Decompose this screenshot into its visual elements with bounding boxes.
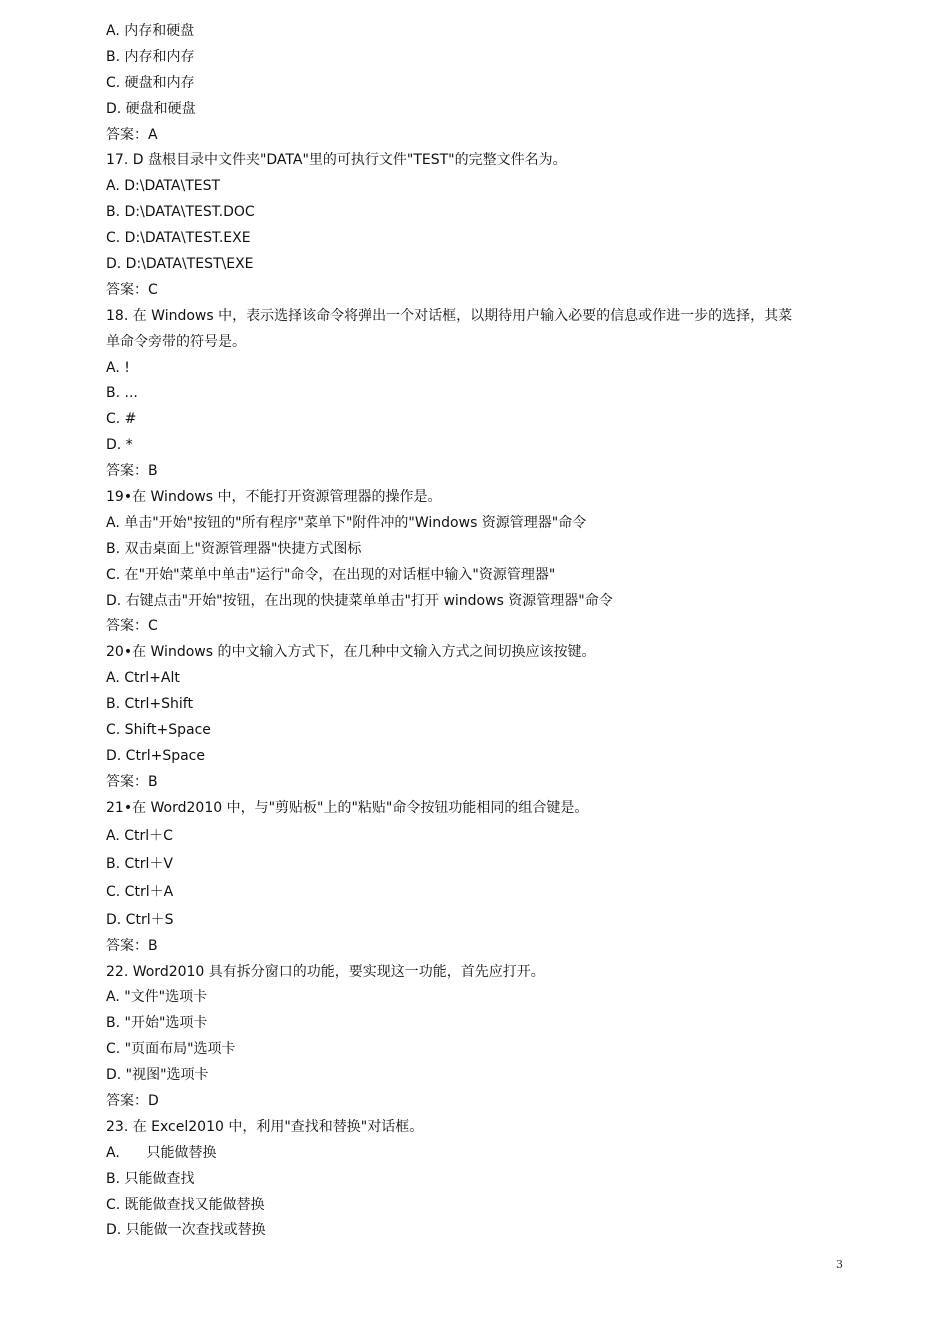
option-line: C. Ctrl＋A	[106, 883, 174, 900]
option-line: A. 内存和硬盘	[106, 23, 195, 39]
option-line: A. "文件"选项卡	[106, 989, 208, 1006]
option-line: B. ...	[106, 385, 138, 402]
option-line: A. D:\DATA\TEST	[106, 178, 221, 195]
option-line: B. D:\DATA\TEST.DOC	[106, 204, 255, 221]
answer-line: 答案：B	[106, 463, 158, 480]
option-line: A. !	[106, 359, 130, 376]
option-line: B. "开始"选项卡	[106, 1015, 208, 1032]
answer-line: 答案：D	[106, 1092, 159, 1109]
page-number: 3	[836, 1258, 843, 1271]
question-20: 20•在 Windows 的中文输入方式下，在几种中文输入方式之间切换应该按键。	[106, 644, 596, 661]
option-line: B. 内存和内存	[106, 48, 195, 65]
question-19: 19•在 Windows 中，不能打开资源管理器的操作是。	[106, 489, 442, 506]
option-line: A. Ctrl＋C	[106, 827, 173, 844]
option-line: B. Ctrl＋V	[106, 855, 173, 872]
option-line: D. Ctrl+Space	[106, 747, 205, 764]
option-line: C. #	[106, 411, 137, 428]
option-line: D. 右键点击"开始"按钮，在出现的快捷菜单单击"打开 windows 资源管理器"命令	[106, 592, 613, 609]
option-line: C. "页面布局"选项卡	[106, 1041, 236, 1058]
question-23: 23. 在 Excel2010 中，利用"查找和替换"对话框。	[106, 1118, 424, 1135]
option-line: A. 单击"开始"按钮的"所有程序"菜单下"附件冲的"Windows 资源管理器"命令	[106, 514, 587, 531]
option-line: B. 只能做查找	[106, 1170, 195, 1187]
question-22: 22. Word2010 具有拆分窗口的功能，要实现这一功能，首先应打开。	[106, 963, 545, 980]
answer-line: 答案：B	[106, 773, 158, 790]
question-21: 21•在 Word2010 中，与"剪贴板"上的"粘贴"命令按钮功能相同的组合键是。	[106, 799, 589, 816]
option-line: C. Shift+Space	[106, 722, 211, 739]
option-line: D. 硬盘和硬盘	[106, 100, 196, 117]
option-line: A. 只能做替换	[106, 1144, 217, 1161]
option-line: A. Ctrl+Alt	[106, 670, 180, 687]
answer-line: 答案：C	[106, 618, 158, 635]
option-line: D. Ctrl＋S	[106, 911, 174, 928]
option-line: D. "视图"选项卡	[106, 1067, 209, 1084]
document-body	[106, 22, 846, 1247]
question-17: 17. D 盘根目录中文件夹"DATA"里的可执行文件"TEST"的完整文件名为。	[106, 152, 567, 169]
question-18: 18. 在 Windows 中，表示选择该命令将弹出一个对话框，以期待用户输入必要的信息或作进一步的选择，其菜	[106, 307, 793, 324]
option-line: C. 在"开始"菜单中单击"运行"命令，在出现的对话框中输入"资源管理器"	[106, 566, 556, 583]
answer-line: 答案：A	[106, 126, 158, 143]
option-line: B. 双击桌面上"资源管理器"快捷方式图标	[106, 540, 362, 557]
option-line: D. *	[106, 437, 133, 454]
answer-line: 答案：C	[106, 281, 158, 298]
option-line: C. 既能做查找又能做替换	[106, 1196, 265, 1213]
option-line: C. 硬盘和内存	[106, 74, 195, 91]
answer-line: 答案：B	[106, 937, 158, 954]
option-line: D. D:\DATA\TEST\EXE	[106, 256, 254, 273]
option-line: D. 只能做一次查找或替换	[106, 1222, 266, 1239]
option-line: C. D:\DATA\TEST.EXE	[106, 230, 251, 247]
option-line: B. Ctrl+Shift	[106, 696, 193, 713]
question-18-continued: 单命令旁带的符号是。	[106, 333, 246, 350]
